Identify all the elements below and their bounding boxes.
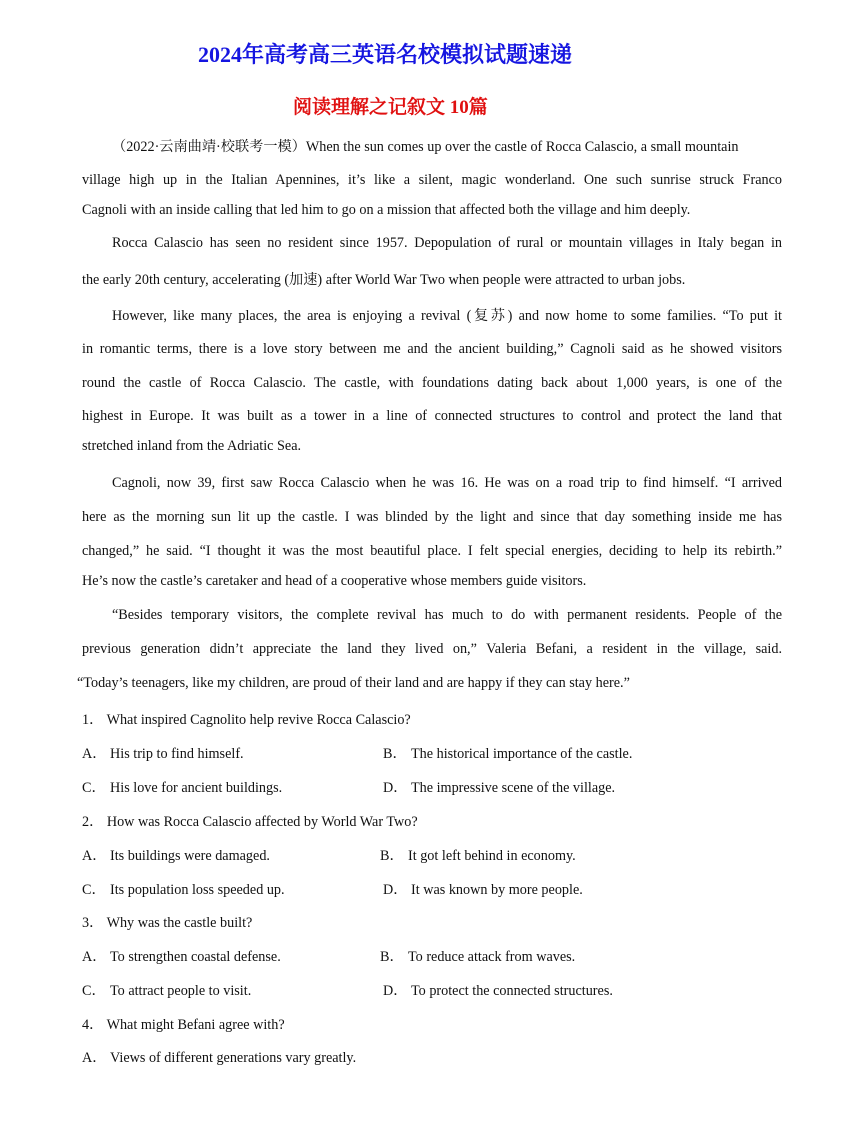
option-b[interactable] — [383, 743, 632, 763]
option-d[interactable] — [383, 980, 613, 1000]
option-letter: A． — [82, 949, 107, 965]
passage-line: However, like many places, the area is enjoying a revival (复苏) and now home to some families. “To put it — [112, 308, 782, 324]
option-c[interactable] — [82, 777, 282, 797]
passage-line: “Today’s teenagers, like my children, are proud of their land and are happy if they can stay here.” — [77, 675, 630, 691]
passage-line: the early 20th century, accelerating (加速) after World War Two when people were attracted to urban jobs. — [82, 272, 686, 288]
option-letter: B． — [380, 848, 404, 864]
option-d[interactable] — [383, 879, 583, 899]
passage-line: Rocca Calascio has seen no resident since 1957. Depopulation of rural or mountain villages in Italy began in — [112, 235, 782, 251]
option-letter: C． — [82, 983, 106, 999]
passage-line: round the castle of Rocca Calascio. The castle, with foundations dating back about 1,000 years, is one of the — [82, 375, 782, 391]
option-text: Its population loss speeded up. — [110, 882, 285, 898]
page-subtitle: 阅读理解之记叙文 10篇 — [293, 97, 488, 118]
option-c[interactable] — [82, 879, 285, 899]
option-text: To attract people to visit. — [110, 983, 252, 999]
option-text: To protect the connected structures. — [411, 983, 613, 999]
option-a[interactable] — [82, 845, 270, 865]
passage-line: changed,” he said. “I thought it was the most beautiful place. I felt special energies, deciding to help its rebirth.” — [82, 543, 782, 559]
question-stem: 4． What might Befani agree with? — [82, 1017, 285, 1033]
option-text: The historical importance of the castle. — [411, 746, 633, 762]
option-text: To strengthen coastal defense. — [110, 949, 281, 965]
passage-line: （2022·云南曲靖·校联考一模）When the sun comes up over the castle of Rocca Calascio, a small mountain — [112, 139, 739, 155]
passage-line: Cagnoli with an inside calling that led him to go on a mission that affected both the village and him deeply. — [82, 202, 691, 218]
option-letter: C． — [82, 780, 106, 796]
passage-line: in romantic terms, there is a love story between me and the ancient building,” Cagnoli said as he showed visitors — [82, 341, 782, 357]
option-a[interactable] — [82, 946, 281, 966]
option-letter: B． — [383, 746, 407, 762]
passage-line: village high up in the Italian Apennines, it’s like a silent, magic wonderland. One such sunrise struck Franco — [82, 172, 782, 188]
passage-line: Cagnoli, now 39, first saw Rocca Calascio when he was 16. He was on a road trip to find himself. “I arrived — [112, 475, 782, 491]
passage-line: “Besides temporary visitors, the complete revival has much to do with permanent residents. People of the — [112, 607, 782, 623]
option-text: His trip to find himself. — [110, 746, 244, 762]
option-b[interactable] — [380, 845, 576, 865]
question-stem: 3． Why was the castle built? — [82, 915, 253, 931]
option-b[interactable] — [380, 946, 575, 966]
question-stem: 1． What inspired Cagnolito help revive Rocca Calascio? — [82, 712, 411, 728]
option-letter: D． — [383, 983, 408, 999]
option-text: It got left behind in economy. — [408, 848, 576, 864]
option-d[interactable] — [383, 777, 615, 797]
option-a[interactable] — [82, 1047, 356, 1067]
option-letter: C． — [82, 882, 106, 898]
option-letter: D． — [383, 780, 408, 796]
option-text: Views of different generations vary greatly. — [110, 1050, 357, 1066]
option-text: It was known by more people. — [411, 882, 583, 898]
option-letter: A． — [82, 1050, 107, 1066]
option-letter: B． — [380, 949, 404, 965]
passage-line: previous generation didn’t appreciate the land they lived on,” Valeria Befani, a resident in the village, said. — [82, 641, 782, 657]
option-text: His love for ancient buildings. — [110, 780, 283, 796]
passage-line: He’s now the castle’s caretaker and head of a cooperative whose members guide visitors. — [82, 573, 587, 589]
passage-line: here as the morning sun lit up the castle. I was blinded by the light and since that day something inside me has — [82, 509, 782, 525]
option-text: To reduce attack from waves. — [408, 949, 576, 965]
option-text: Its buildings were damaged. — [110, 848, 270, 864]
passage-line: highest in Europe. It was built as a tower in a line of connected structures to control and protect the land that — [82, 408, 782, 424]
option-letter: D． — [383, 882, 408, 898]
option-c[interactable] — [82, 980, 251, 1000]
question-stem: 2． How was Rocca Calascio affected by World War Two? — [82, 814, 418, 830]
option-text: The impressive scene of the village. — [411, 780, 616, 796]
page-title: 2024年高考高三英语名校模拟试题速递 — [197, 42, 572, 67]
option-letter: A． — [82, 848, 107, 864]
passage-line: stretched inland from the Adriatic Sea. — [82, 438, 302, 454]
option-letter: A． — [82, 746, 107, 762]
option-a[interactable] — [82, 743, 244, 763]
